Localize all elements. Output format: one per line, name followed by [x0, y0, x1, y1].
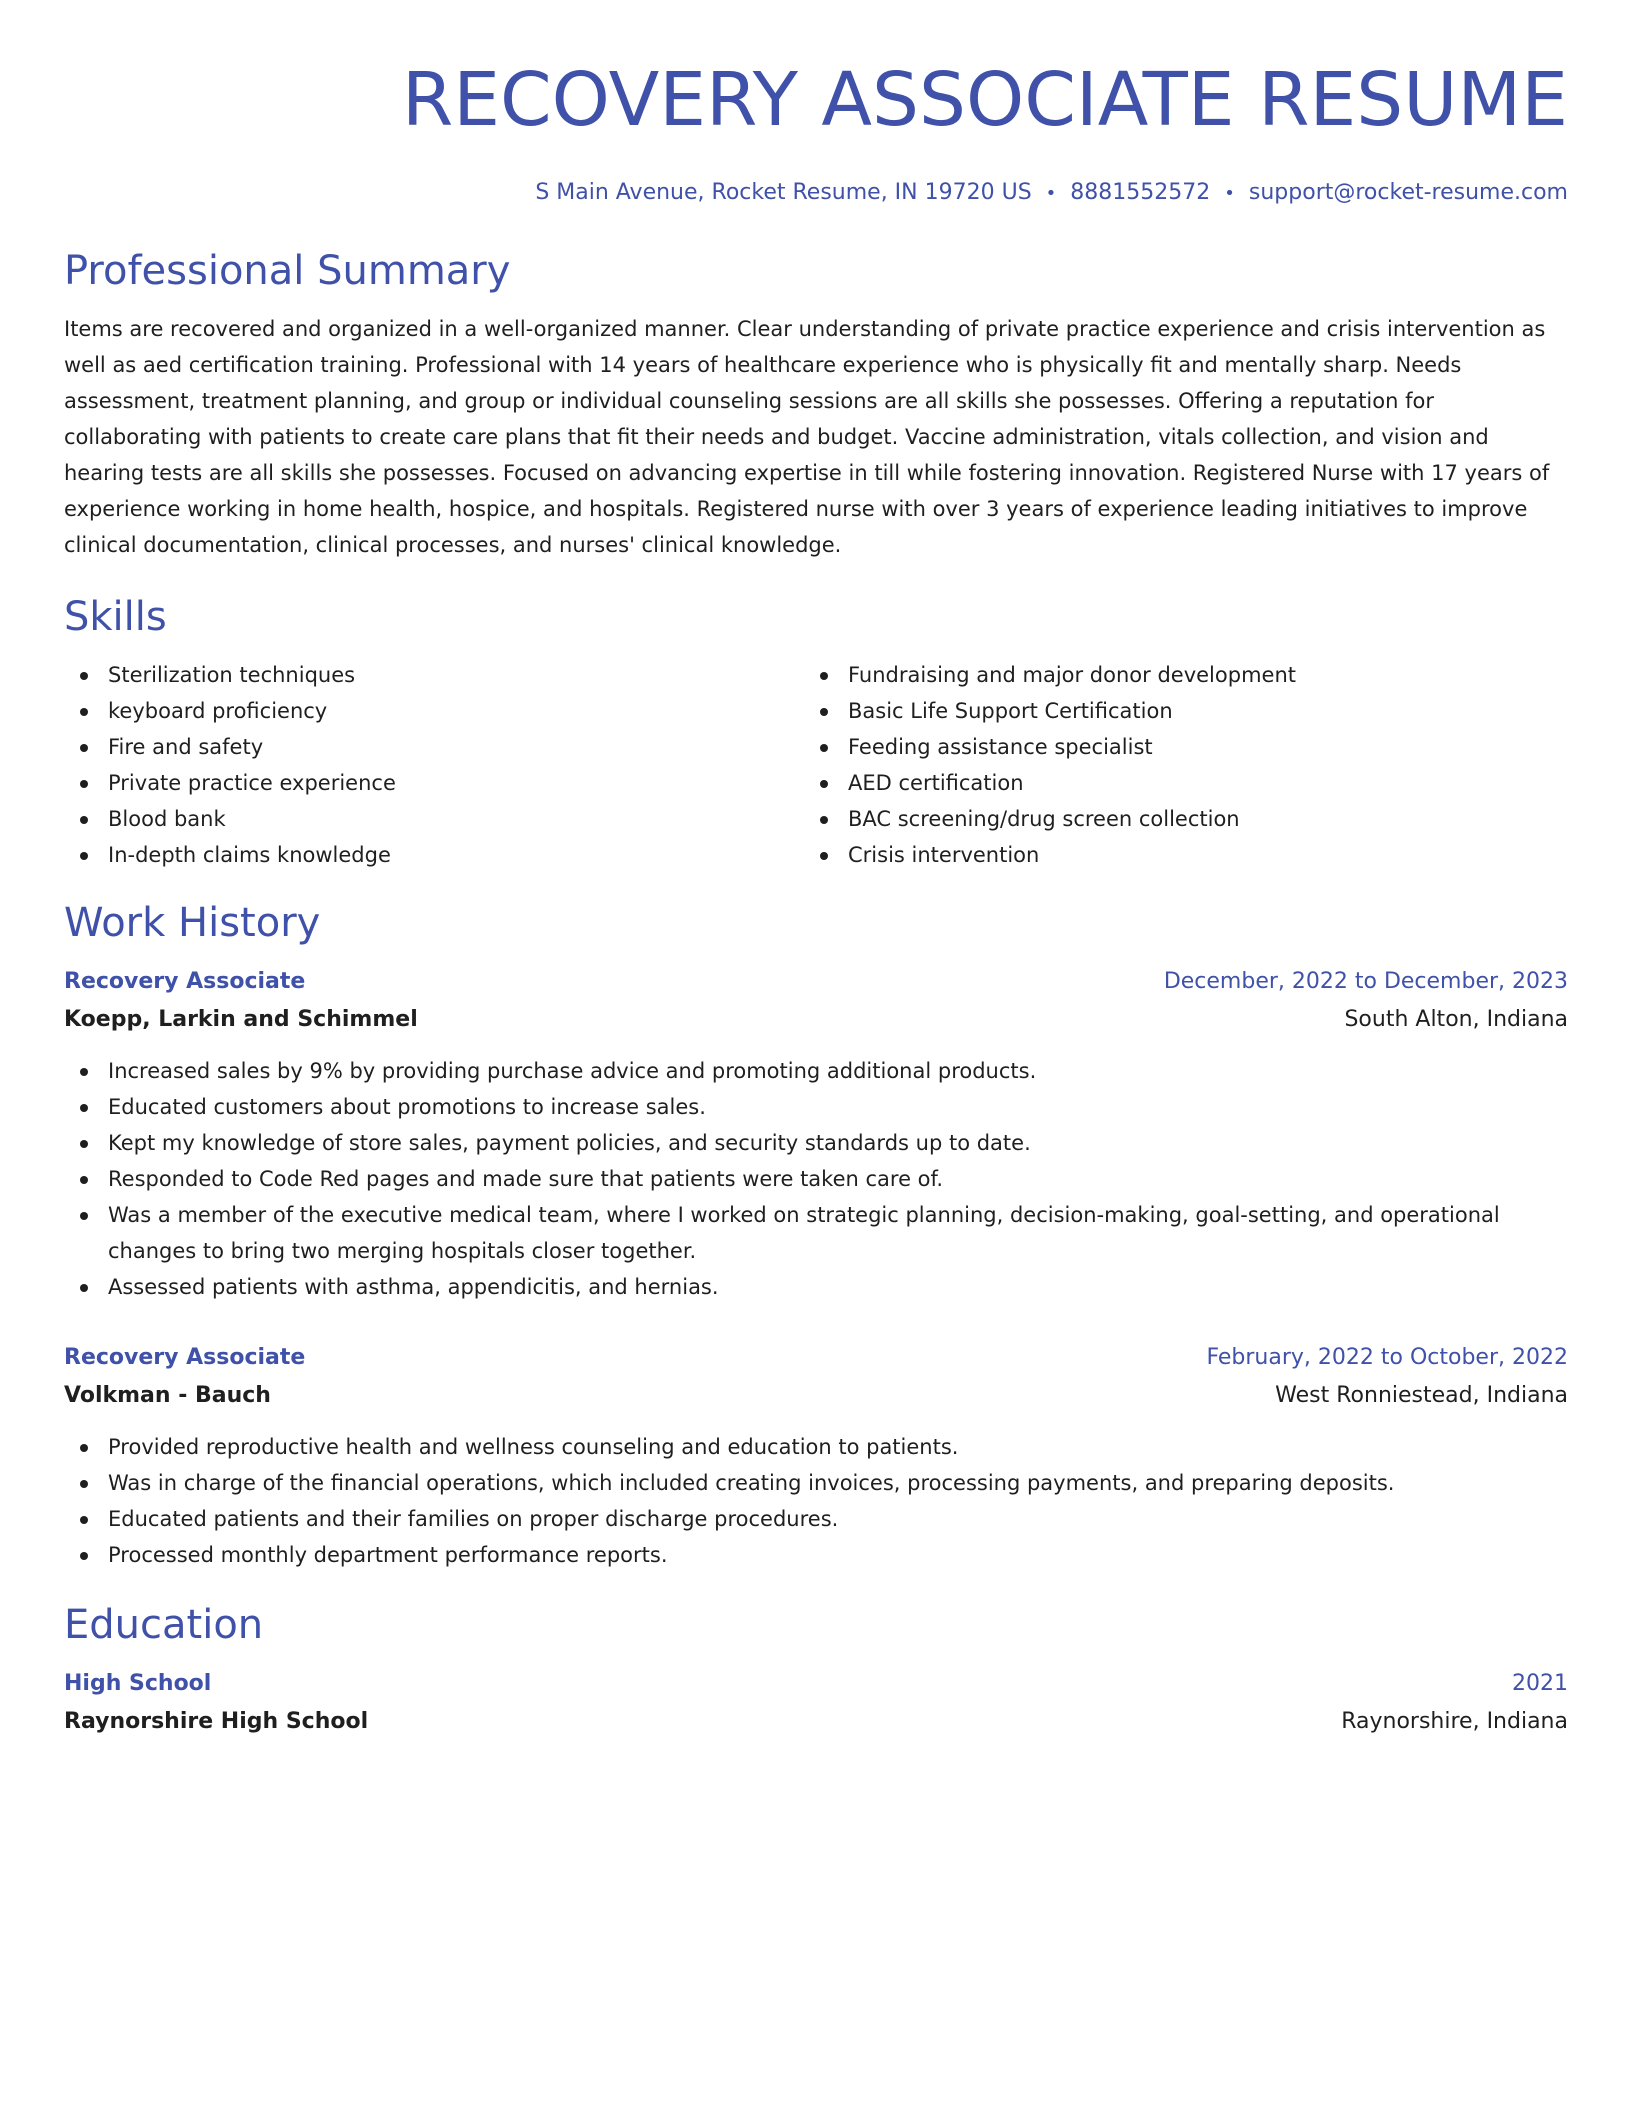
job-bullet: Was a member of the executive medical team, where I worked on strategic planning, decision-making, goal-setting, and operational changes to bring two merging hospitals closer together.: [64, 1197, 1568, 1269]
skill-item: Private practice experience: [64, 765, 804, 801]
job-location: West Ronniestead, Indiana: [1275, 1383, 1568, 1408]
education-entry: [64, 1665, 1568, 1741]
job-entry: [64, 1339, 1568, 1573]
skill-item: Feeding assistance specialist: [804, 729, 1544, 765]
job-company-row: [64, 1377, 1568, 1415]
job-header-row: [64, 1339, 1568, 1377]
skill-item: Basic Life Support Certification: [804, 693, 1544, 729]
resume-title: RECOVERY ASSOCIATE RESUME: [401, 57, 1568, 143]
education-heading: Education: [64, 1602, 264, 1648]
skill-item: Blood bank: [64, 801, 804, 837]
summary-text: Items are recovered and organized in a well-organized manner. Clear understanding of private practice experience and crisis intervention as well as aed certification training. Professional with 14 years of healthcare experience who is physically fit and mentally sharp. Needs assessment, treatment planning, and group or individual counseling sessions are all skills she possesses. Offering a reputation for collaborating with patients to create care plans that fit their needs and budget. Vaccine administration, vitals collection, and vision and hearing tests are all skills she possesses. Focused on advancing expertise in till while fostering innovation. Registered Nurse with 17 years of experience working in home health, hospice, and hospitals. Registered nurse with over 3 years of experience leading initiatives to improve clinical documentation, clinical processes, and nurses' clinical knowledge.: [64, 317, 1550, 557]
skill-item: Fire and safety: [64, 729, 804, 765]
contact-separator: •: [1045, 183, 1057, 204]
skill-item: Fundraising and major donor development: [804, 657, 1544, 693]
job-company: Koepp, Larkin and Schimmel: [64, 1007, 418, 1032]
job-bullet: Kept my knowledge of store sales, payment policies, and security standards up to date.: [64, 1125, 1568, 1161]
skill-item: AED certification: [804, 765, 1544, 801]
education-year: 2021: [1512, 1671, 1568, 1696]
job-location: South Alton, Indiana: [1344, 1007, 1568, 1032]
job-role: Recovery Associate: [64, 1345, 306, 1370]
job-bullet: Educated customers about promotions to increase sales.: [64, 1089, 1568, 1125]
job-bullets: [64, 1429, 1568, 1573]
skill-item: In-depth claims knowledge: [64, 837, 804, 873]
education-school-row: [64, 1703, 1568, 1741]
job-bullet: Provided reproductive health and wellness counseling and education to patients.: [64, 1429, 1568, 1465]
contact-address: S Main Avenue, Rocket Resume, IN 19720 US: [535, 180, 1032, 205]
skill-item: Crisis intervention: [804, 837, 1544, 873]
skills-grid: [64, 657, 1568, 873]
skills-column-left: [64, 657, 804, 873]
job-bullet: Processed monthly department performance reports.: [64, 1537, 1568, 1573]
job-entry: [64, 963, 1568, 1305]
work-history-heading: Work History: [64, 900, 321, 946]
job-role: Recovery Associate: [64, 969, 306, 994]
skills-heading: Skills: [64, 594, 167, 640]
education-location: Raynorshire, Indiana: [1341, 1709, 1568, 1734]
job-bullet: Increased sales by 9% by providing purchase advice and promoting additional products.: [64, 1053, 1568, 1089]
skill-item: Sterilization techniques: [64, 657, 804, 693]
job-dates: February, 2022 to October, 2022: [1206, 1345, 1568, 1370]
skills-column-right: [804, 657, 1544, 873]
education-header-row: [64, 1665, 1568, 1703]
job-company: Volkman - Bauch: [64, 1383, 271, 1408]
skill-item: keyboard proficiency: [64, 693, 804, 729]
education-degree: High School: [64, 1671, 212, 1696]
job-header-row: [64, 963, 1568, 1001]
contact-email[interactable]: support@rocket-resume.com: [1248, 180, 1568, 205]
contact-separator: •: [1224, 183, 1235, 204]
job-dates: December, 2022 to December, 2023: [1163, 969, 1568, 994]
contact-phone: 8881552572: [1070, 180, 1211, 205]
job-bullet: Responded to Code Red pages and made sure that patients were taken care of.: [64, 1161, 1568, 1197]
contact-line: [64, 178, 1568, 209]
job-bullets: [64, 1053, 1568, 1305]
summary-heading: Professional Summary: [64, 248, 511, 294]
job-bullet: Assessed patients with asthma, appendicitis, and hernias.: [64, 1269, 1568, 1305]
education-school: Raynorshire High School: [64, 1709, 369, 1734]
job-bullet: Educated patients and their families on proper discharge procedures.: [64, 1501, 1568, 1537]
skill-item: BAC screening/drug screen collection: [804, 801, 1544, 837]
job-bullet: Was in charge of the financial operations, which included creating invoices, processing payments, and preparing deposits.: [64, 1465, 1568, 1501]
job-company-row: [64, 1001, 1568, 1039]
